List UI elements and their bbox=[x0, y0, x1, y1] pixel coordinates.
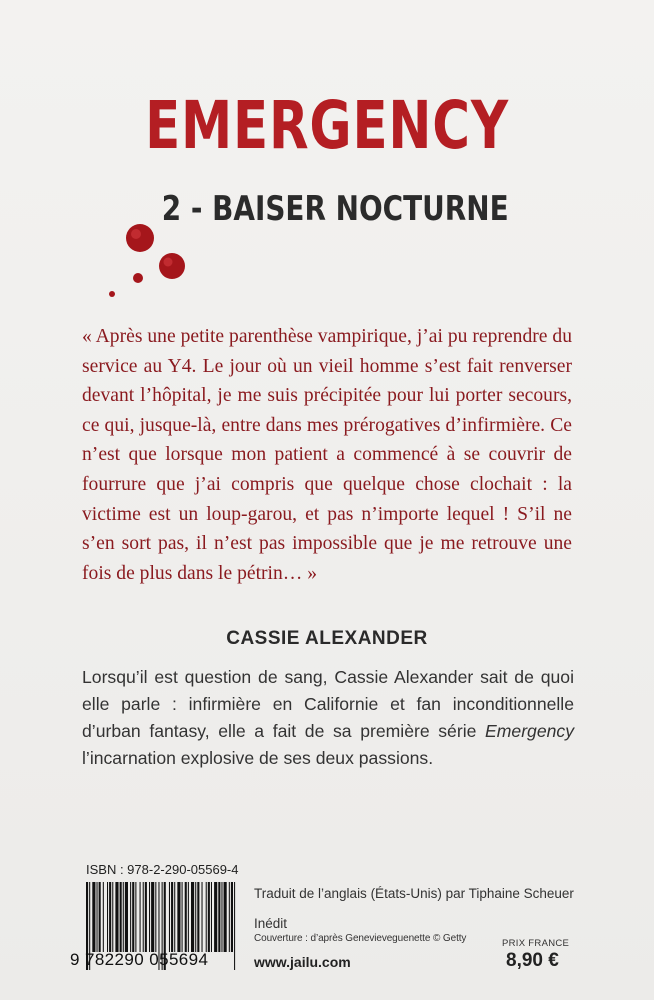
barcode-bar bbox=[224, 882, 227, 952]
barcode-bar bbox=[143, 882, 144, 952]
barcode-bar bbox=[120, 882, 122, 952]
barcode-bar bbox=[145, 882, 147, 952]
barcode-bar bbox=[218, 882, 220, 952]
barcode-bar bbox=[97, 882, 98, 952]
barcode-bar bbox=[169, 882, 170, 952]
barcode-bar bbox=[182, 882, 183, 952]
blood-drop-large-2 bbox=[159, 253, 185, 279]
barcode-bar bbox=[171, 882, 173, 952]
barcode-digits: 9 782290 055694 bbox=[70, 950, 209, 969]
barcode-bar bbox=[208, 882, 210, 952]
barcode-bar bbox=[123, 882, 124, 952]
barcode-bar bbox=[132, 882, 134, 952]
barcode-bar bbox=[155, 882, 156, 952]
barcode-bar bbox=[151, 882, 154, 952]
blood-drops-illustration bbox=[100, 218, 210, 308]
barcode-bar bbox=[206, 882, 207, 952]
barcode-bar bbox=[197, 882, 199, 952]
barcode-bar bbox=[135, 882, 136, 952]
isbn-label: ISBN : 978-2-290-05569-4 bbox=[86, 862, 239, 877]
barcode-bar bbox=[92, 882, 95, 952]
barcode-bar bbox=[221, 882, 222, 952]
barcode-bar bbox=[130, 882, 131, 952]
barcode-bar bbox=[125, 882, 128, 952]
author-bio-series: Emergency bbox=[485, 721, 574, 741]
book-subtitle: 2 - BAISER NOCTURNE bbox=[161, 189, 509, 229]
barcode-bar bbox=[103, 882, 104, 952]
barcode-bar bbox=[177, 882, 180, 952]
author-name: CASSIE ALEXANDER bbox=[226, 628, 428, 649]
barcode-bar bbox=[211, 882, 212, 952]
blood-drop-large-1 bbox=[126, 224, 154, 252]
barcode-bar bbox=[99, 882, 101, 952]
blood-drop-small-2 bbox=[109, 291, 115, 297]
barcode-bar bbox=[191, 882, 194, 952]
barcode-bar bbox=[140, 882, 141, 952]
author-bio-text-2: l’incarnation explosive de ses deux passions. bbox=[82, 748, 434, 768]
author-bio-text-1: Lorsqu’il est question de sang, Cassie Alexander sait de quoi elle parle : infirmière en Californie et fan inconditionnelle d’urban fantasy, elle a fait de sa première série bbox=[82, 667, 574, 741]
blood-drop-small-1 bbox=[133, 273, 143, 283]
barcode-bar bbox=[149, 882, 150, 952]
author-bio bbox=[82, 664, 574, 772]
price-label: PRIX FRANCE bbox=[502, 938, 570, 949]
barcode-bar bbox=[214, 882, 217, 952]
series-title: EMERGENCY bbox=[145, 87, 509, 164]
barcode-bar bbox=[112, 882, 113, 952]
barcode-bar bbox=[231, 882, 233, 952]
barcode-bar bbox=[115, 882, 118, 952]
cover-credit: Couverture : d’après Genevieveguenette © Getty bbox=[254, 933, 467, 944]
publisher-website[interactable]: www.jailu.com bbox=[254, 954, 351, 970]
price-value: 8,90 € bbox=[506, 950, 559, 971]
inedit-label: Inédit bbox=[254, 916, 288, 931]
barcode-bar bbox=[202, 882, 203, 952]
barcode-bar bbox=[107, 882, 108, 952]
barcode-bar bbox=[188, 882, 189, 952]
barcode-bar bbox=[174, 882, 175, 952]
book-blurb-quote: « Après une petite parenthèse vampirique, j’ai pu reprendre du service au Y4. Le jour où un vieil homme s’est fait renverser devant l’hôpital, je me suis précipitée pour lui porter secours, ce qui, jusque-là, entre dans mes prérogatives d’infirmière. Ce n’est que lorsque mon patient a commencé à se couvrir de fourrure que j’ai compris que quelque chose clochait : la victime est un loup-garou, et pas n’importe lequel ! S’il ne s’en sort pas, il n’est pas impossible que je me retrouve une fois de plus dans le pétrin… » bbox=[82, 326, 572, 584]
barcode-bar bbox=[229, 882, 230, 952]
barcode-bar bbox=[109, 882, 111, 952]
barcode-bar bbox=[195, 882, 196, 952]
translator-credit: Traduit de l’anglais (États-Unis) par Tiphaine Scheuer bbox=[254, 886, 574, 901]
barcode-bar bbox=[185, 882, 187, 952]
